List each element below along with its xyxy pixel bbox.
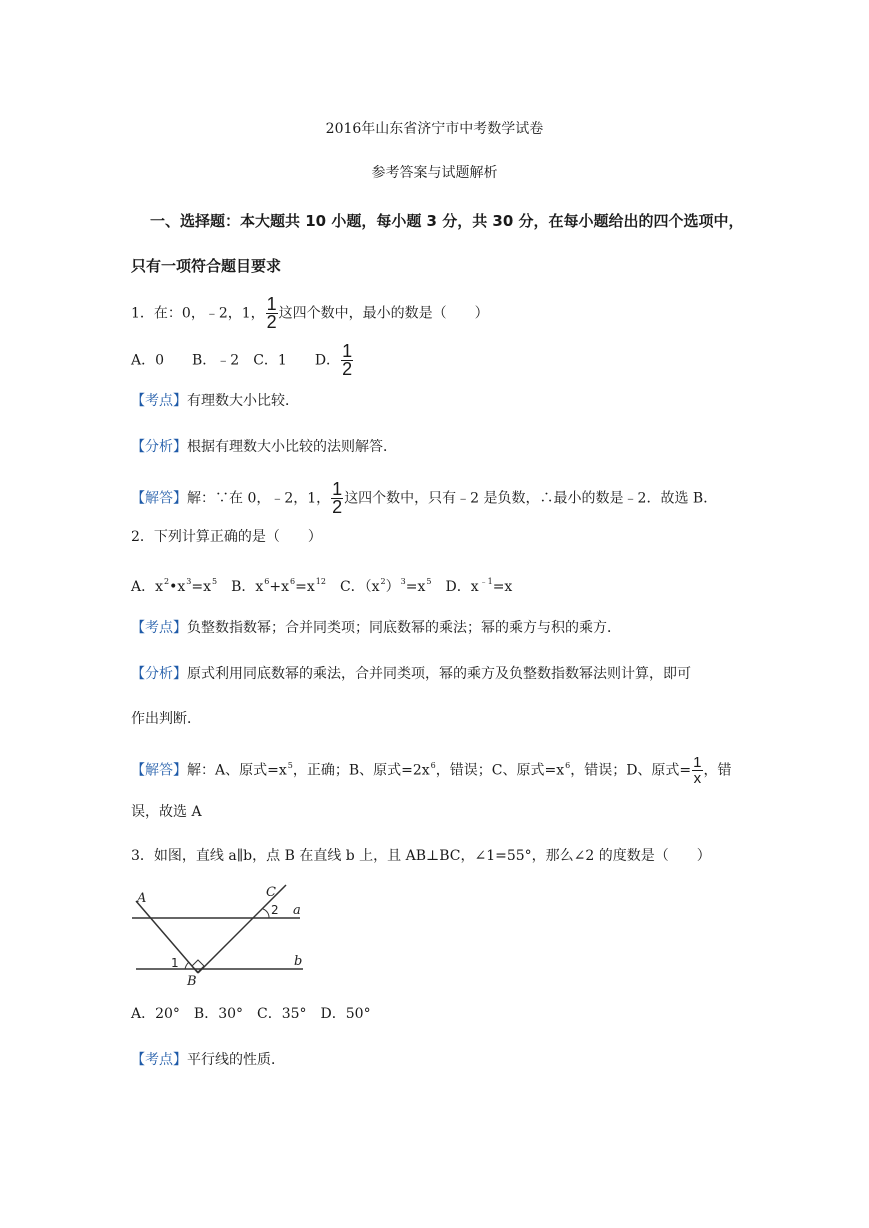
q2-kaodian: 【考点】负整数指数幂；合并同类项；同底数幂的乘法；幂的乘方与积的乘方． <box>131 620 621 636</box>
q1-stem: 1．在：0，﹣2，1， $\frac{1}{2}$ 这四个数中，最小的数是（ ） <box>131 294 489 332</box>
jieda-tag: 【解答】 <box>131 762 187 779</box>
q3-kaodian: 【考点】平行线的性质． <box>131 1052 285 1068</box>
angle-2-arc <box>263 909 269 918</box>
label-b: b <box>294 954 303 969</box>
q1-kaodian: 【考点】有理数大小比较． <box>131 393 299 409</box>
jieda-tag: 【解答】 <box>131 490 187 507</box>
label-B: B <box>187 974 197 987</box>
q2-jieda-fraction: $\frac{1}{x}$ <box>693 754 702 787</box>
label-a: a <box>293 903 301 918</box>
q1-option-d-fraction: $\frac{1}{2}$ <box>342 341 353 379</box>
q3-stem: 3．如图，直线 a∥b，点 B 在直线 b 上，且 AB⊥BC，∠1=55°，那么∠2 的度数是（ ） <box>131 848 711 864</box>
q2-fenxi-line2: 作出判断． <box>131 711 201 727</box>
q2-options: A．$x^2•x^3=x^5$ B．$x^6+x^6=x^{12}$ C．$(x^2)^3=x^5$ D．$x^{﹣1}=x$ <box>131 577 513 595</box>
label-angle-1: 1 <box>171 956 179 970</box>
q1-fraction: $\frac{1}{2}$ <box>266 294 277 332</box>
fenxi-tag: 【分析】 <box>131 666 187 682</box>
q1-fenxi: 【分析】根据有理数大小比较的法则解答． <box>131 439 397 455</box>
kaodian-tag: 【考点】 <box>131 1052 187 1068</box>
label-C: C <box>266 885 276 900</box>
kaodian-tag: 【考点】 <box>131 620 187 636</box>
label-A: A <box>137 891 147 906</box>
q2-jieda-line2: 误，故选 A <box>131 804 202 820</box>
kaodian-tag: 【考点】 <box>131 393 187 409</box>
section-heading-line2: 只有一项符合题目要求 <box>131 257 282 275</box>
q2-stem: 2．下列计算正确的是（ ） <box>131 529 322 545</box>
label-angle-2: 2 <box>271 903 279 917</box>
angle-1-arc <box>185 962 189 969</box>
document-title: 2016年山东省济宁市中考数学试卷 <box>325 121 544 137</box>
q2-jieda-line1: 【解答】解：A、原式$=x^5$，正确；B、原式$=2x^6$，错误；C、原式$=x^6$，错误；D、原式= $\frac{1}{x}$ ，错 <box>131 754 732 787</box>
right-angle-mark <box>192 960 204 972</box>
q2-fenxi-line1: 【分析】原式利用同底数幂的乘法，合并同类项，幂的乘方及负整数指数幂法则计算，即可 <box>131 666 691 682</box>
q1-jieda: 【解答】解：∵在 0，﹣2，1， $\frac{1}{2}$ 这四个数中，只有﹣2 是负数，∴最小的数是﹣2．故选 B． <box>131 479 718 517</box>
section-heading-line1: 一、选择题：本大题共 10 小题，每小题 3 分，共 30 分，在每小题给出的四个选项中， <box>150 212 744 230</box>
q3-figure <box>128 877 303 987</box>
q3-options: A．20° B．30° C．35° D．50° <box>131 1006 371 1022</box>
q1-options: A．0 B．﹣2 C．1 D． $\frac{1}{2}$ <box>131 341 353 379</box>
q1-jieda-fraction: $\frac{1}{2}$ <box>332 479 343 517</box>
fenxi-tag: 【分析】 <box>131 439 187 455</box>
document-subtitle: 参考答案与试题解析 <box>371 165 498 181</box>
